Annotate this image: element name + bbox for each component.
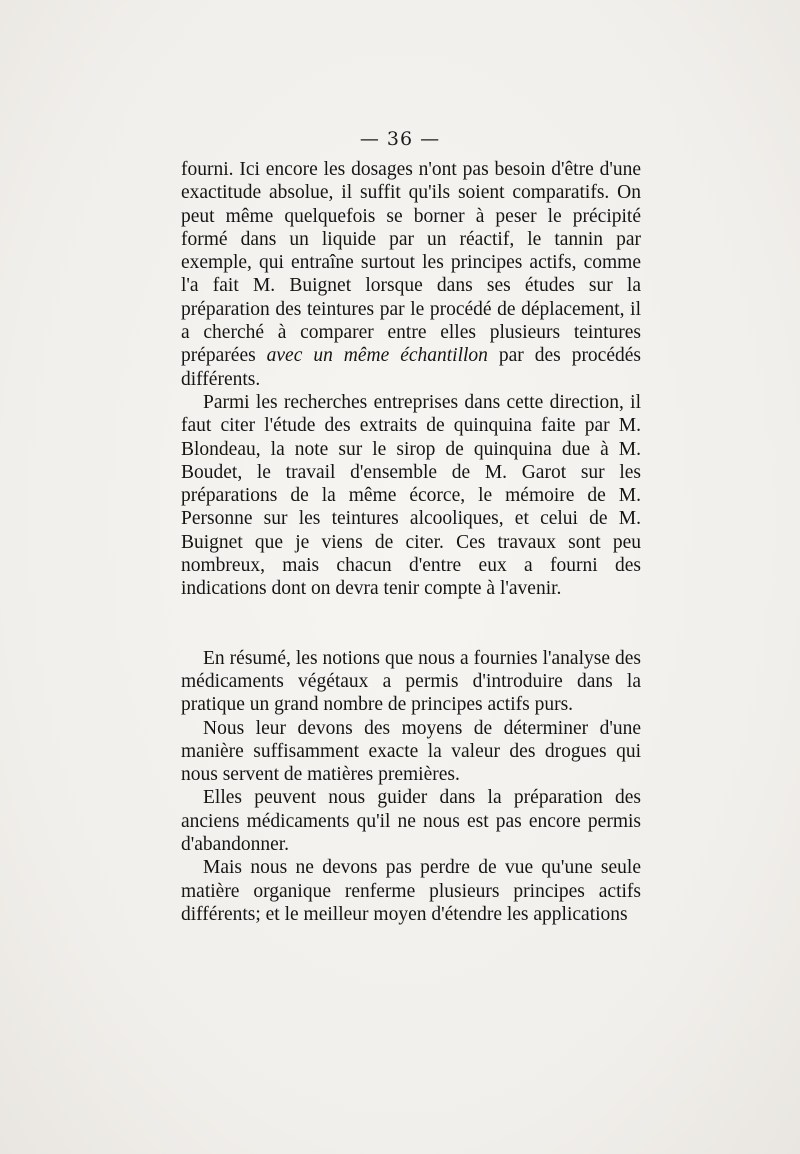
paragraph-1 <box>181 158 641 391</box>
body-text <box>181 158 641 926</box>
paragraph-5: Elles peuvent nous guider dans la préparation des anciens médicaments qu'il ne nous est pas encore permis d'abandonner. <box>181 787 641 856</box>
paragraph-2: Parmi les recherches entreprises dans cette direction, il faut citer l'étude des extraits de quinquina faite par M. Blondeau, la note sur le sirop de quinquina due à M. Boudet, le travail d'ensemble de M. Garot sur les préparations de la même écorce, le mémoire de M. Personne sur les teintures alcooliques, et celui de M. Buignet que je viens de citer. Ces travaux sont peu nombreux, mais chacun d'entre eux a fourni des indications dont on devra tenir compte à l'avenir. <box>181 391 641 600</box>
page-number: — 36 — <box>359 128 441 150</box>
paragraph-1-italic: avec un même échantillon <box>266 345 488 367</box>
paragraph-1-text: fourni. Ici encore les dosages n'ont pas besoin d'être d'une exactitude absolue, il suffit qu'ils soient comparatifs. On peut même quelquefois se borner à peser le précipité formé dans un liquide par un réactif, le tannin par exemple, qui entraîne surtout les principes actifs, comme l'a fait M. Buignet lorsque dans ses études sur la préparation des teintures par le procédé de déplacement, il a cherché à comparer entre elles plusieurs teintures préparées <box>181 159 641 367</box>
paragraph-6: Mais nous ne devons pas perdre de vue qu'une seule matière organique renferme plusieurs principes actifs différents; et le meilleur moyen d'étendre les applications <box>181 857 641 925</box>
paragraph-4: Nous leur devons des moyens de déterminer d'une manière suffisamment exacte la valeur des drogues qui nous servent de matières premières. <box>181 717 641 786</box>
paragraph-1-end: par des procédés différents. <box>181 345 641 390</box>
paragraph-3: En résumé, les notions que nous a fournies l'analyse des médicaments végétaux a permis d'introduire dans la pratique un grand nombre de principes actifs purs. <box>181 647 641 716</box>
